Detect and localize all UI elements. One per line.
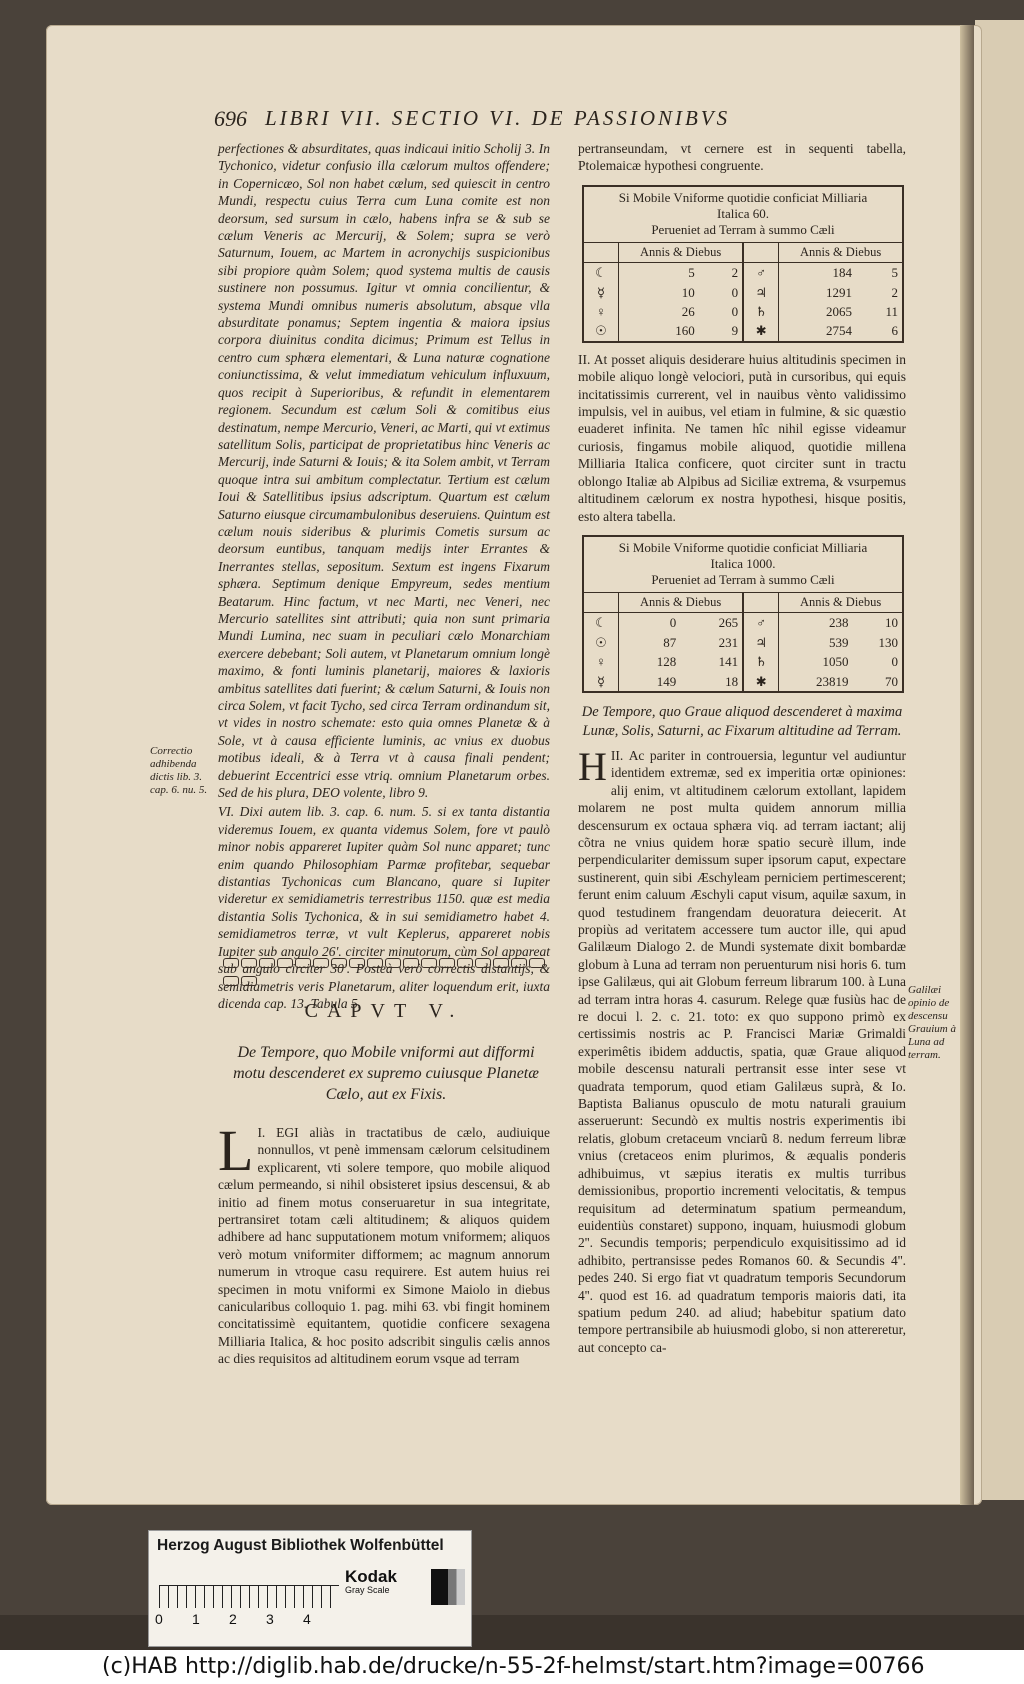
chapter-title: CAPVT V. [304,1000,464,1022]
table-row [584,672,902,691]
planet-symbol: ☉ [584,321,619,340]
left-paragraph-2: VI. Dixi autem lib. 3. cap. 6. num. 5. si ex tanta distantia videremus Iouem, ex quanta videmus Solem, fore vt paulò minor nobis appareret Iupiter quàm Sol nunc apparet; tunc enim quando Philosophiam Parmæ profitebar, sequebar distantias Tychonicas cum Blancano, quare si Iupiter videretur ex semidiametris terrestribus 1150. quæ est media distantia Solis Tychonica, & in sui semidiametro habet 4. semidiametros terræ, vt vult Keplerus, appareret nobis Iupiter sub angulo 26'. circiter minutorum, cùm Sol appareat sub angulo circiter 30'. Posteà verò correctis distantijs, & semidiametris veris Planetarum, aliter loquendum erit, iuxta dicenda cap. 13. Tabula 5. [218,804,550,1011]
table-cell: 0 [699,283,743,302]
table-cell: 26 [681,304,695,320]
ruler-number: 1 [192,1611,200,1627]
table-cell: 128 [656,654,677,670]
table-cell: 10 [885,615,898,631]
planet-symbol: ☾ [584,263,619,283]
planet-symbol: ♄ [743,302,779,321]
table-cell: 0 [699,302,743,321]
table2-head-right: Annis & Diebus [779,593,902,613]
table-cell: 2 [699,263,743,283]
table-row [584,263,902,283]
page-header [170,92,860,134]
ruler-number: 3 [266,1611,274,1627]
ruler-numbers [155,1611,340,1627]
table-cell: 18 [680,672,743,691]
table-row [584,302,902,321]
table-row [584,613,902,633]
ornament-band [222,955,552,977]
table-cell: 265 [680,613,743,633]
planet-symbol: ✱ [743,321,779,340]
planet-symbol: ♀ [584,652,619,671]
table-cell: 0 [891,654,898,670]
margin-note-correctio: Correctio adhibenda dictis lib. 3. cap. 6. nu. 5. [150,745,208,796]
footer-credit-bar [0,1650,1024,1684]
right-paragraph-1: pertranseundam, vt cernere est in sequenti tabella, Ptolemaicæ hypothesi congruente. [578,141,906,174]
chapter-subtitle: De Tempore, quo Mobile vniformi aut difformi motu descenderet ex supremo cuiusque Planetæ Cælo, aut ex Fixis. [233,1044,539,1103]
table-cell: 6 [891,323,898,339]
right-column [578,140,906,1356]
table1-caption [584,187,902,243]
planet-symbol: ♃ [743,283,779,302]
table2-caption [584,537,902,593]
table-cell: 5 [688,265,695,281]
table2-head-left: Annis & Diebus [619,593,744,613]
running-head: LIBRI VII. SECTIO VI. DE PASSIONIBVS [265,106,731,130]
planet-symbol: ☿ [584,672,619,691]
ruler-number: 4 [303,1611,311,1627]
table2-caption-line2: Italica 1000. [710,555,776,571]
table-cell: 1291 [825,284,852,300]
table-row [584,283,902,302]
table-cell: 130 [878,634,898,650]
table-cell: 160 [675,323,695,339]
ruler-number: 0 [155,1611,163,1627]
table-row [584,652,902,671]
table-cell: 2754 [825,323,852,339]
right-paragraph-3-text: Ac pariter in controuersia, leguntur vel audiuntur identidem extremæ, sed ex imperitia ortæ opiniones: alij enim, vt altitudinem cælorum extollant, lapidem molarem ne post multa quidem annorum millia descensurum ex octaua sphæra viq. ad terram iactant; alij cõtra ne vnius quidem horæ spatio securè illum, inde perpendiculariter demissum super ipsorum caput, expectare sustinerent, quin sibi Æschyleam perniciem pertimescerent; ferunt enim caluum Æschyli caput visum, aquilæ saxum, in quod testudinem frangendam deuoratura deiecerit. At propiùs ad veritatem accessere tum auctor ille, qui apud Galilæum Dialogo 2. de Mundi systemate dixit bombardæ globum à Luna ad terram non peruenturum nisi horis 6. tum ipse Galilæus, qui ait Globum ferreum librarum 100. à Luna ad terram intra horas 4. casurum. Relege quæ fusiùs hac de re docui l. 2. c. 21. toto: ex quo suppono primò ex certissimis nostris ac P. Francisci Mariæ Grimaldi experimêtis ibidem adductis, spatia, quæ Graue aliquod mobile descensu naturali pertransit esse inter sese vt quadrata temporum, quod etiam Galilæus suprà, & Io. Baptista Balianus opusculo de motu naturali grauium asseruerunt: Secundò ex multis nostris experimentis ibi relatis, globum cretaceum vnciarũ 8. nedum ferreum libræ vnius (cretaceos enim plurimos, & æqualis ponderis adhibuimus, vt sæpius iteratis ex multis turribus demissionibus, proportio incrementi velocitatis, & tempus requisitum ad determinatum spatium permeandum, euidentiùs constaret) suppono, inquam, huiusmodi globum 2''. Secundis temporis; perpendiculo exquisitissimo ad id adhibito, pertransisse pedes Romanos 60. & Secundis 4''. pedes 240. Si ergo fiat vt quadratum temporis Secundorum 4''. quod est 16. ad quadratum temporis maioris dati, ita spatium pedum 240. ad aliud; habebitur spatium dato tempore pertransibile ab huiusmodi globo, si non attereretur, aut concepto ca- [578,747,906,1355]
planet-symbol: ♄ [743,652,779,671]
page-gutter [960,25,974,1505]
table-cell: 149 [656,673,677,689]
table-cell: 141 [680,652,743,671]
table-cell: 87 [663,634,677,650]
table-row [584,633,902,652]
table-1000-miles [582,535,904,693]
planet-symbol: ☾ [584,613,619,633]
margin-note-galilaei: Galilæi opinio de descensu Grauium à Luna ad terram. [908,984,956,1061]
left-column [218,140,550,1012]
library-label [148,1530,472,1647]
table-row [584,321,902,340]
table1-header-row [584,243,902,263]
scale-ruler [155,1565,345,1635]
table2-caption-line3: Perueniet ad Terram à summo Cæli [651,571,835,587]
paragraph-number: I. [257,1125,266,1140]
drop-cap-L: L [218,1118,254,1183]
table1-head-left: Annis & Diebus [619,243,744,263]
table2-caption-line1: Si Mobile Vniforme quotidie conficiat Milliaria [618,539,868,555]
ruler-ticks [159,1585,339,1608]
facing-page-edge [975,20,1024,1500]
gray-patches [431,1569,465,1605]
table-cell: 11 [885,304,898,320]
table-cell: 10 [681,284,695,300]
table-cell: 231 [680,633,743,652]
planet-symbol: ♀ [584,302,619,321]
left-chapter-paragraph [218,1118,551,1368]
table-cell: 9 [699,321,743,340]
table1-head-right: Annis & Diebus [779,243,902,263]
library-name: Herzog August Bibliothek Wolfenbüttel [157,1537,444,1554]
table2-header-row [584,593,902,613]
credit-url: (c)HAB http://diglib.hab.de/drucke/n-55-2f-helmst/start.htm?image=00766 [102,1654,925,1679]
planet-symbol: ♃ [743,633,779,652]
planet-symbol: ✱ [743,672,779,691]
section-subtitle: De Tempore, quo Graue aliquod descenderet à maxima Lunæ, Solis, Saturni, ac Fixarum altitudine ad Terram. [581,703,903,739]
table-cell: 238 [828,615,849,631]
table-cell: 184 [832,265,852,281]
table1-caption-line2: Italica 60. [717,205,769,221]
gray-scale-label: Gray Scale [345,1585,390,1595]
table-cell: 2065 [825,304,852,320]
ruler-number: 2 [229,1611,237,1627]
table-cell: 5 [891,265,898,281]
table-cell: 23819 [815,673,849,689]
planet-symbol: ♂ [743,263,779,283]
table1-caption-line1: Si Mobile Vniforme quotidie conficiat Milliaria [618,189,868,205]
kodak-grayscale [345,1567,465,1631]
table-cell: 1050 [822,654,849,670]
table-cell: 70 [885,673,898,689]
chapter-paragraph-text: EGI aliàs in tractatibus de cælo, audiuique nonnullos, vt penè immensam cælorum celsitudinem explicarent, vti solere tempore, quo mobile aliquod cælum permeando, si nihil obsisteret ipsius descensui, & ab initio ad finem motus conseruaretur in sua integritate, pertransiret totam cæli altitudinem; & aliquos quidem adhibere ad hanc supputationem motum vniformem; aliquos verò motum vniformiter difformem; ac magnum annorum numerum in vtroque casu requirere. Est autem huius rei specimen in motu vniformi ex Simone Maiolo in diebus canicularibus colloquio 1. pag. mihi 63. vbi fingit hominem concitatissimè equitantem, quotidie conficere sexagena Milliaria Italica, & hoc posito adscribit singulis cælis annos ac dies requisitos ad altitudinem eorum vsque ad terram [218,1125,551,1367]
table-cell: 2 [891,284,898,300]
drop-cap-H: H [578,743,607,789]
left-paragraph-1: perfectiones & absurditates, quas indicaui initio Scholij 3. In Tychonico, videtur confusio illa cælorum multos offendere; in Copernicæo, Sol non habet cælum, sed quiescit in centro Mundi, respectu cuius Terra cum Luna comite est non deorsum, sed sursum in cælo, habens infra se & sub se cælum Veneris ac Mercurij, & Solem; supra se verò Saturnum, Iouem, ac Martem in acronychijs suspicionibus sibi propiore quàm Solem; quod systema multis de causis sustinere non possumus. Igitur vt omnia concilientur, & systema Mundi omnibus numeris absolutum, absque vlla absurditate ponamus; Septem ingentia & maiora ipsius corpora diuinitus condita dicimus; Primum est Tellus in centro cum sphæra elementari, & Luna naturæ cognatione coniunctissima, & velut immediatum vehiculum influxuum, quos recipit à Superioribus, & refundit in elementarem regionem. Secundum est cælum Soli & comitibus eius destinatum, nempe Mercurio, Veneri, ac Marti, qui vt extimus satellitum Solis, participat de proprietatibus hinc Veneris ac Mercurij, inde Saturni & Iouis; & ita Solem ambit, vt Terram quoque intra sui ambitum complectatur. Tertium est cælum Ioui & Satellitibus ipsius adscriptum. Quartum est cælum Saturno eiusque circumambulonibus deseruiens. Quintum est cælum nouis sideribus & plurimis Cometis sursum ac deorsum euntibus, tanquam medijs inter Errantes & Inerrantes stellas, sepositum. Sextum est ingens Fixarum sphæra. Septimum denique Empyreum, sedes mentium Beatarum. Hinc factum, vt nec Marti, nec Veneri, nec Mercurio satellites sint attributi; quia non sunt primaria Mundi Lumina, nec suam in peculiari cælo Monarchiam exercere debebant; Soli autem, vt Planetarum omnium longè maximo, & fonti luminis planetarij, maiores & laxioris ambitus satellites dati fuerint; & cælum Saturni, & Iouis non circa Solem, vt facit Tycho, sed circa Terram ordinandum sit, vt vides in nostro schemate: esto quia omnes Planetæ & à Sole, vt à causa efficiente luminis, ac vnius ex duobus motibus ideali, & à Terra vt à causa finali pendent; debuerint Eccentrici esse vtriq. omnium Planetarum orbes. Sed de his plura, DEO volente, libro 9. [218,141,550,801]
right-paragraph-3 [578,743,906,1356]
planet-symbol: ☉ [584,633,619,652]
table-cell: 539 [828,634,849,650]
planet-symbol: ♂ [743,613,779,633]
page-number: 696 [214,106,247,131]
paragraph-number: II. [610,747,624,763]
table-60-miles [582,185,904,343]
table-cell: 0 [669,615,677,631]
table1-caption-line3: Perueniet ad Terram à summo Cæli [651,221,835,237]
kodak-logo: Kodak [345,1567,397,1586]
right-paragraph-2: II. At posset aliquis desiderare huius altitudinis specimen in mobile aliquo longè velociori, putà in cursoribus, qui equis incitatissimis currerent, vel in nauibus vènto validissimo impulsis, vel in auibus, vel etiam in fulmine, & sic quæstio euaderet infinita. Ne tamen hîc nihil egisse videamur curiosis, fingamus mobile aliquod, quotidie millena Milliaria Italica conficere, quot circiter sunt in tractu oblongo Italiæ ab Alpibus ad Siciliæ extrema, & vsurpemus altitudinem cælorum ex nostra hypothesi, hisque positis, esto altera tabella. [578,351,906,524]
planet-symbol: ☿ [584,283,619,302]
